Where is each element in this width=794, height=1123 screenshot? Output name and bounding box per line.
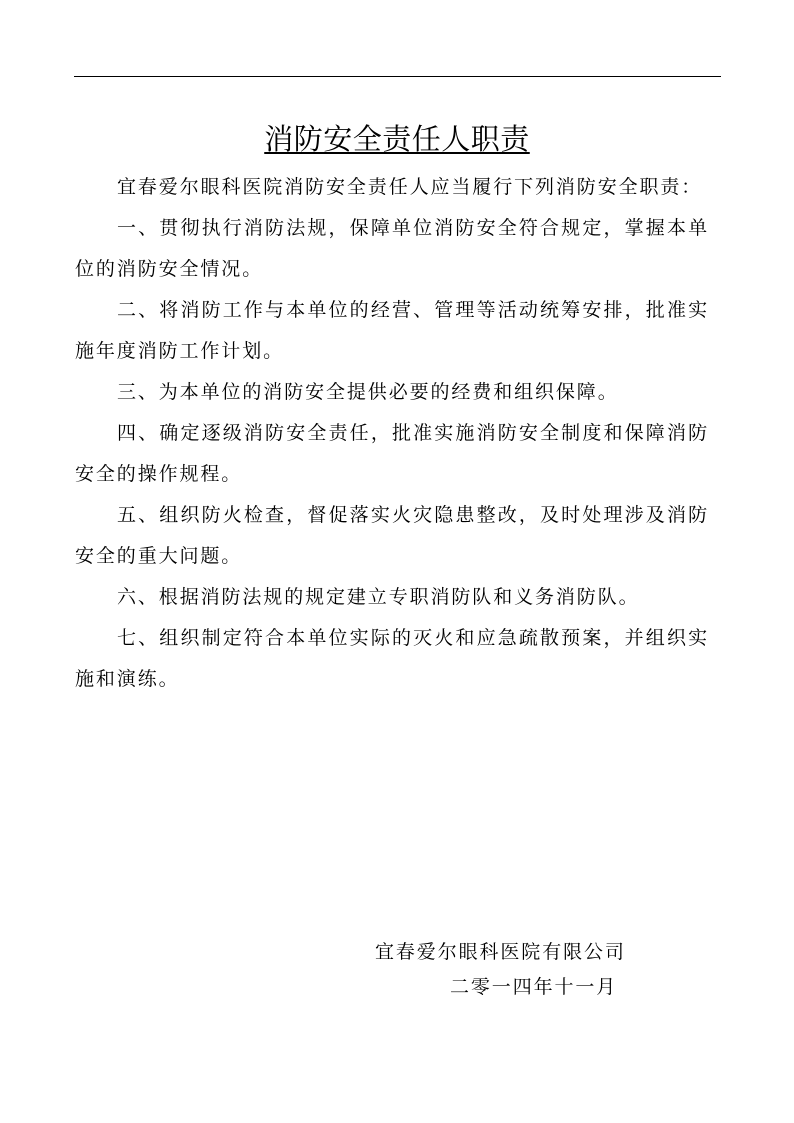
- duty-paragraph-6: 六、根据消防法规的规定建立专职消防队和义务消防队。: [117, 586, 640, 608]
- duty-paragraph-2: 二、将消防工作与本单位的经营、管理等活动统筹安排，批准实施年度消防工作计划。: [75, 299, 709, 362]
- document-title: 消防安全责任人职责: [264, 122, 530, 156]
- duty-paragraph-7: 七、组织制定符合本单位实际的灭火和应急疏散预案，并组织实施和演练。: [75, 627, 709, 690]
- duty-paragraph-4: 四、确定逐级消防安全责任，批准实施消防安全制度和保障消防安全的操作规程。: [75, 422, 709, 485]
- signature-date: 二零一四年十一月: [450, 976, 618, 998]
- duty-paragraph-5: 五、组织防火检查，督促落实火灾隐患整改，及时处理涉及消防安全的重大问题。: [75, 504, 709, 567]
- duty-paragraph-3: 三、为本单位的消防安全提供必要的经费和组织保障。: [117, 381, 619, 403]
- document-title-block: [0, 121, 794, 157]
- document-body: [75, 167, 709, 700]
- header-rule: [74, 76, 721, 77]
- signature-company: 宜春爱尔眼科医院有限公司: [375, 941, 626, 963]
- intro-paragraph: 宜春爱尔眼科医院消防安全责任人应当履行下列消防安全职责：: [117, 176, 703, 198]
- duty-paragraph-1: 一、贯彻执行消防法规，保障单位消防安全符合规定，掌握本单位的消防安全情况。: [75, 217, 709, 280]
